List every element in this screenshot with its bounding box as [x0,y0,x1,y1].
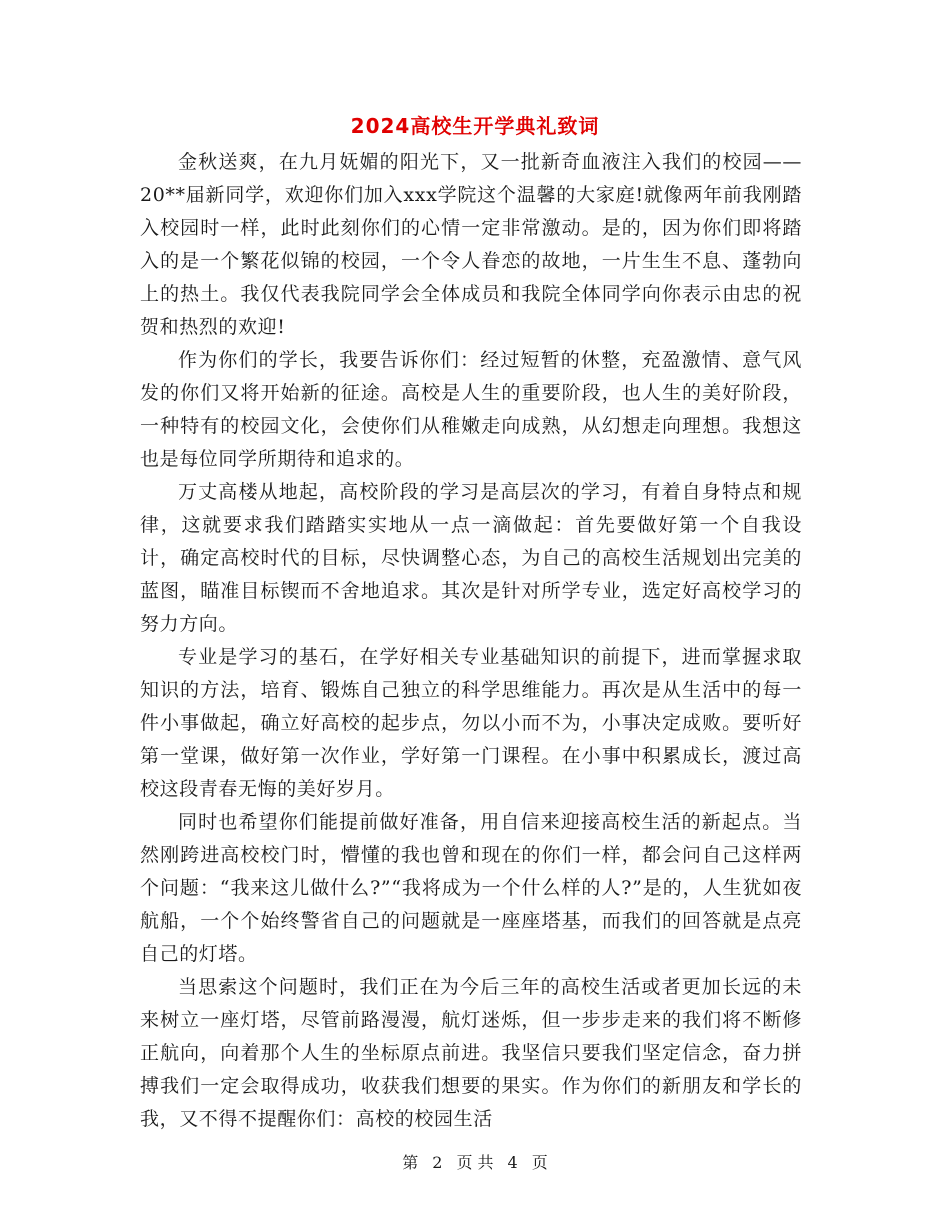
footer-total-pages: 4 [507,1153,518,1172]
page-footer [0,1152,950,1174]
paragraph-6: 当思索这个问题时，我们正在为今后三年的高校生活或者更加长远的未来树立一座灯塔，尽管前路漫漫，航灯迷烁，但一步步走来的我们将不断修正航向，向着那个人生的坐标原点前进。我坚信只要我们坚定信念，奋力拼搏我们一定会取得成功，收获我们想要的果实。作为你们的新朋友和学长的我，又不得不提醒你们：高校的校园生活 [140,976,802,1130]
document-body [140,146,802,1136]
paragraph-5: 同时也希望你们能提前做好准备，用自信来迎接高校生活的新起点。当然刚跨进高校校门时，懵懂的我也曾和现在的你们一样，都会问自己这样两个问题：“我来这儿做什么?”“我将成为一个什么样的人?”是的，人生犹如夜航船，一个个始终警省自己的问题就是一座座塔基，而我们的回答就是点亮自己的灯塔。 [140,811,802,965]
footer-middle: 页 共 [456,1153,494,1172]
paragraph-4: 专业是学习的基石，在学好相关专业基础知识的前提下，进而掌握求取知识的方法，培育、锻炼自己独立的科学思维能力。再次是从生活中的每一件小事做起，确立好高校的起步点，勿以小而不为，小事决定成败。要听好第一堂课，做好第一次作业，学好第一门课程。在小事中积累成长，渡过高校这段青春无悔的美好岁月。 [140,646,802,800]
footer-current-page: 2 [432,1153,443,1172]
paragraph-3: 万丈高楼从地起，高校阶段的学习是高层次的学习，有着自身特点和规律，这就要求我们踏踏实实地从一点一滴做起：首先要做好第一个自我设计，确定高校时代的目标，尽快调整心态，为自己的高校生活规划出完美的蓝图，瞄准目标锲而不舍地追求。其次是针对所学专业，选定好高校学习的努力方向。 [140,481,802,635]
paragraph-1: 金秋送爽，在九月妩媚的阳光下，又一批新奇血液注入我们的校园——20**届新同学，欢迎你们加入xxx学院这个温馨的大家庭!就像两年前我刚踏入校园时一样，此时此刻你们的心情一定非常激动。是的，因为你们即将踏入的是一个繁花似锦的校园，一个令人眷恋的故地，一片生生不息、蓬勃向上的热土。我仅代表我院同学会全体成员和我院全体同学向你表示由忠的祝贺和热烈的欢迎! [140,151,802,338]
document-title: 2024高校生开学典礼致词 [350,114,600,138]
paragraph-2: 作为你们的学长，我要告诉你们：经过短暂的休整，充盈激情、意气风发的你们又将开始新的征途。高校是人生的重要阶段，也人生的美好阶段，一种特有的校园文化，会使你们从稚嫩走向成熟，从幻想走向理想。我想这也是每位同学所期待和追求的。 [140,349,802,470]
footer-suffix: 页 [531,1153,548,1172]
footer-prefix: 第 [402,1153,419,1172]
